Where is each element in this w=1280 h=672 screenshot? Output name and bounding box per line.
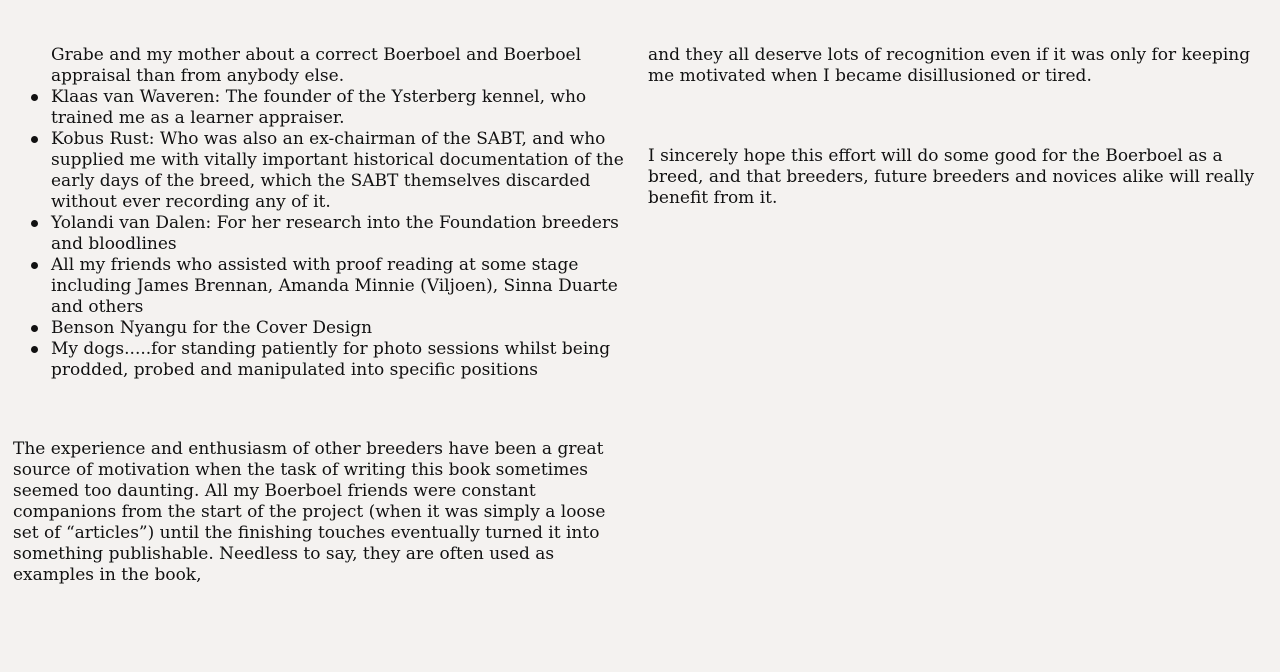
body-paragraph: and they all deserve lots of recognition even if it was only for keeping me motivated when I became disillusioned or tired. bbox=[648, 45, 1251, 86]
acknowledgement-list bbox=[13, 87, 628, 381]
paragraph-spacer bbox=[648, 87, 1263, 146]
list-item bbox=[51, 255, 628, 318]
list-item-text: All my friends who assisted with proof reading at some stage including James Brennan, Amanda Minnie (Viljoen), Sinna Duarte and others bbox=[51, 255, 618, 317]
bullet-icon bbox=[31, 220, 38, 227]
bullet-icon bbox=[31, 94, 38, 101]
list-item bbox=[51, 339, 628, 381]
list-item bbox=[51, 87, 628, 129]
list-item-text: Kobus Rust: Who was also an ex-chairman of the SABT, and who supplied me with vitally important historical documentation of the early days of the breed, which the SABT themselves discarded without ever recording any of it. bbox=[51, 129, 624, 212]
left-column bbox=[13, 45, 628, 586]
list-item-text: My dogs.....for standing patiently for photo sessions whilst being prodded, probed and manipulated into specific positions bbox=[51, 339, 611, 380]
list-item-text: Yolandi van Dalen: For her research into the Foundation breeders and bloodlines bbox=[51, 213, 619, 254]
list-item bbox=[51, 213, 628, 255]
list-item-text: Benson Nyangu for the Cover Design bbox=[51, 318, 373, 338]
bullet-icon bbox=[31, 325, 38, 332]
right-column bbox=[648, 45, 1263, 209]
list-item-continuation: Grabe and my mother about a correct Boerboel and Boerboel appraisal than from anybody else. bbox=[51, 45, 582, 86]
closing-paragraph: I sincerely hope this effort will do some good for the Boerboel as a breed, and that breeders, future breeders and novices alike will really benefit from it. bbox=[648, 146, 1255, 208]
list-item-text: Klaas van Waveren: The founder of the Ysterberg kennel, who trained me as a learner appraiser. bbox=[51, 87, 587, 128]
bullet-icon bbox=[31, 262, 38, 269]
bullet-icon bbox=[31, 346, 38, 353]
list-item bbox=[51, 318, 628, 339]
body-paragraph: The experience and enthusiasm of other breeders have been a great source of motivation when the task of writing this book sometimes seemed too daunting. All my Boerboel friends were constant companions from the start of the project (when it was simply a loose set of “articles”) until the finishing touches eventually turned it into something publishable. Needless to say, they are often used as examples in the book, bbox=[13, 439, 606, 585]
paragraph-spacer bbox=[13, 381, 628, 439]
bullet-icon bbox=[31, 136, 38, 143]
list-item bbox=[51, 129, 628, 213]
